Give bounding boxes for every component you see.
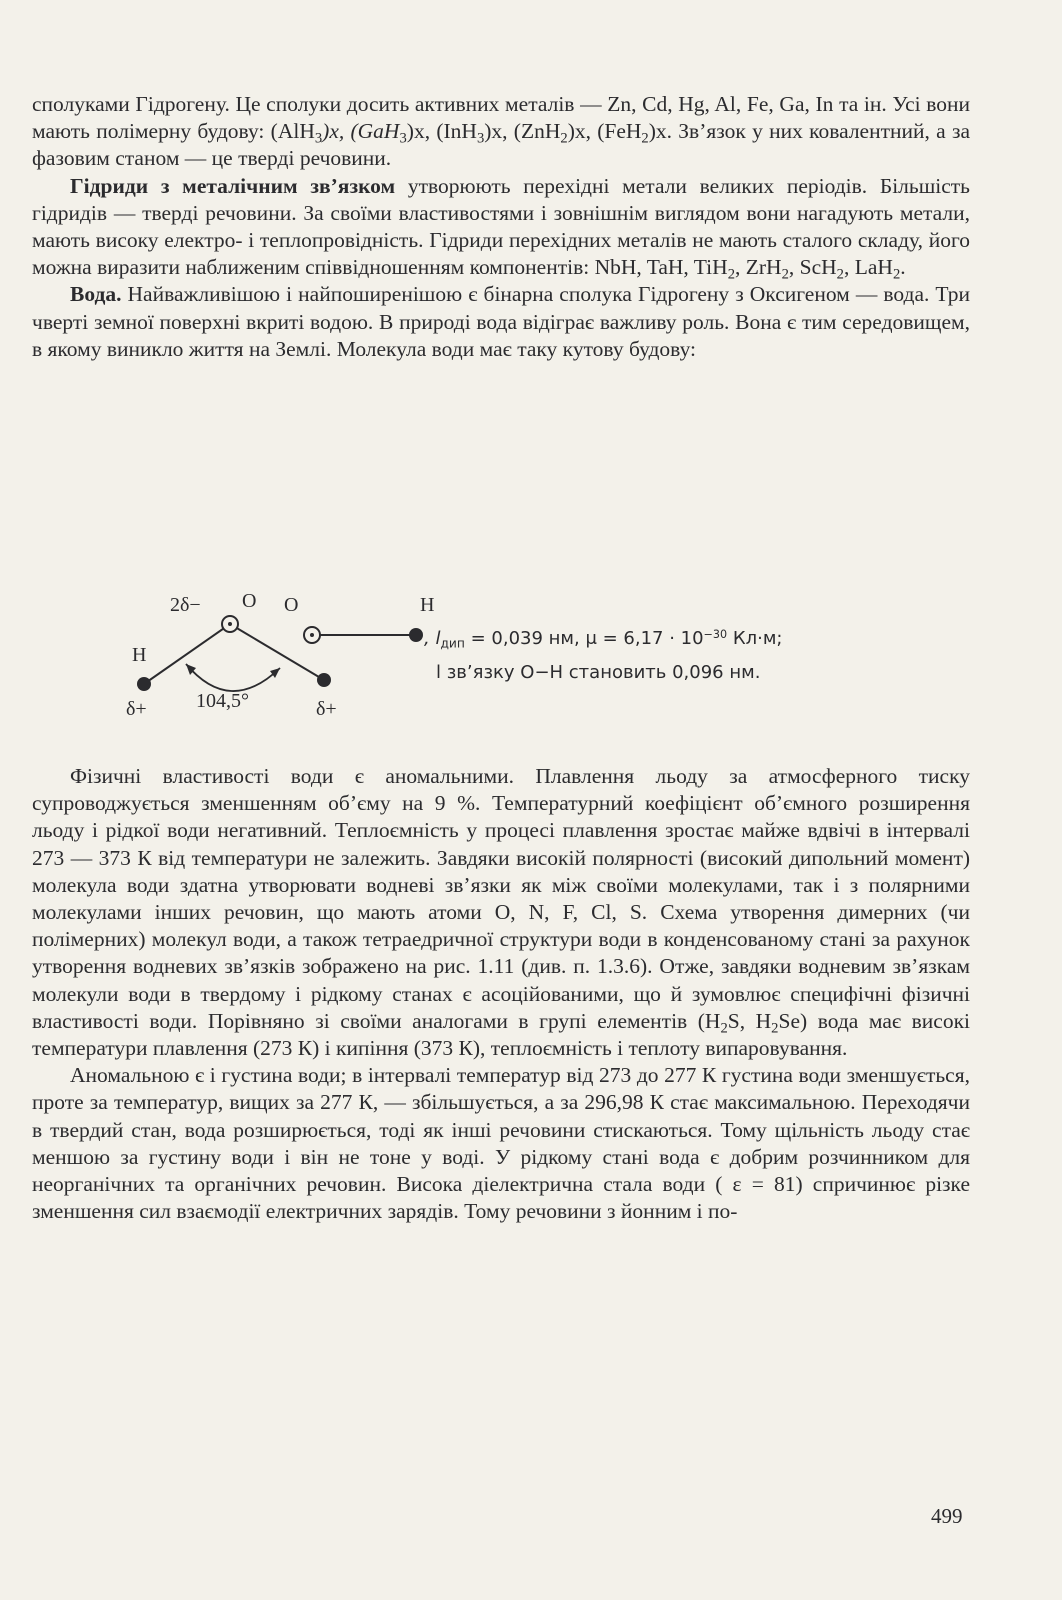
oxygen-lone-pair-left [228, 622, 232, 626]
angle-arc [186, 664, 280, 691]
label-oxygen-left: O [242, 590, 257, 612]
hydrogen-atom-left [137, 677, 151, 691]
label-charge-hydrogen-middle: δ+ [316, 698, 337, 720]
label-charge-hydrogen-left: δ+ [126, 698, 147, 720]
label-dipole-length: , $l_{дип} = 0,039$ нм, $\mu = 6,17 \cdot 10^{-30}$ Кл·м; [424, 627, 783, 651]
water-molecule-diagram [120, 590, 900, 738]
paragraph-metallic-hydrides: Гідриди з металічним зв’язком утворюють перехідні метали великих періодів. Більшість гідридів — тверді речовини. За своїми властивостями і зовнішнім виглядом вони нагадують метали, мають високу електро- і теплопровідність. Гідриди перехідних металів не мають сталого складу, його можна виразити наближеним співвідношенням компонентів: NbH, TaH, TiH$_2$, ZrH$_2$, ScH$_2$, LaH$_2$. [32, 173, 970, 283]
label-oxygen-right: O [284, 594, 299, 616]
label-hydrogen-right: H [420, 594, 435, 616]
paragraph-hydride-polymers: сполуками Гідрогену. Це сполуки досить активних металів — Zn, Cd, Hg, Al, Fe, Ga, In та ін. Усі вони мають полімерну будову: (AlH$_3$)x, (GaH$_3$)x, (InH$_3$)x, (ZnH$_2$)x, (FeH$_2$)x. Зв’язок у них ковалентний, а за фазовим станом — це тверді речовини. [32, 92, 970, 171]
paragraph-physical-properties: Фізичні властивості води є аномальними. Плавлення льоду за атмосферного тиску супроводжується зменшенням об’єму на 9 %. Температурний коефіцієнт об’ємного розширення льоду і рідкої води негативний. Теплоємність у процесі плавлення зростає майже вдвічі в інтервалі 273 — 373 К від температури не залежить. Завдяки високій полярності (високий дипольний момент) молекула води здатна утворювати водневі зв’язки як між своїми молекулами, так і з полярними молекулами інших речовин, що мають атоми O, N, F, Cl, S. Схема утворення димерних (чи полімерних) молекул води, а також тетраедричної структури води в конденсованому стані за рахунок утворення водневих зв’язків зображено на рис. 1.11 (див. п. 1.3.6). Отже, завдяки водневим зв’язкам молекули води в твердому і рідкому станах є асоційованими, що й зумовлює специфічні фізичні властивості води. Порівняно зі своїми аналогами в групі елементів ($H_2S$, $H_2Se$) вода має високі температури плавлення (273 К) і кипіння (373 К), теплоємність і теплоту випаровування. [32, 764, 971, 1061]
oxygen-lone-pair-right [310, 633, 314, 637]
hydrogen-atom-middle [317, 673, 331, 687]
paragraph-water-density: Аномальною є і густина води; в інтервалі температур від 273 до 277 К густина води зменшується, проте за температур, вищих за 277 К, — збільшується, а за 296,98 К стає максимальною. Переходячи в твердий стан, вода розширюється, тоді як інші речовини стискаються. Тому щільність льоду стає меншою за густину води і він не тоне у воді. У рідкому стані вода є добрим розчинником для неорганічних та органічних речовин. Висока діелектрична стала води ( ε = 81) спричинює різке зменшення сил взаємодії електричних зарядів. Тому речовини з йонним і по- [32, 1063, 970, 1224]
label-hydrogen-left: H [132, 644, 147, 666]
hydrogen-atom-right [409, 628, 423, 642]
bond-h-o-left [144, 624, 230, 684]
label-bond-length: l зв’язку O−H становить 0,096 нм. [436, 662, 761, 683]
text-block-top [32, 91, 970, 363]
label-bond-angle: 104,5° [196, 690, 249, 712]
page-number: 499 [931, 1504, 963, 1528]
paragraph-water-intro: Вода. Найважливішою і найпоширенішою є бінарна сполука Гідрогену з Оксигеном — вода. Три чверті земної поверхні вкриті водою. В природі вода відіграє важливу роль. Вона є тим середовищем, в якому виникло життя на Землі. Молекула води має таку кутову будову: [32, 282, 970, 361]
text-block-bottom [32, 763, 970, 1225]
label-charge-oxygen: 2δ− [170, 594, 201, 616]
